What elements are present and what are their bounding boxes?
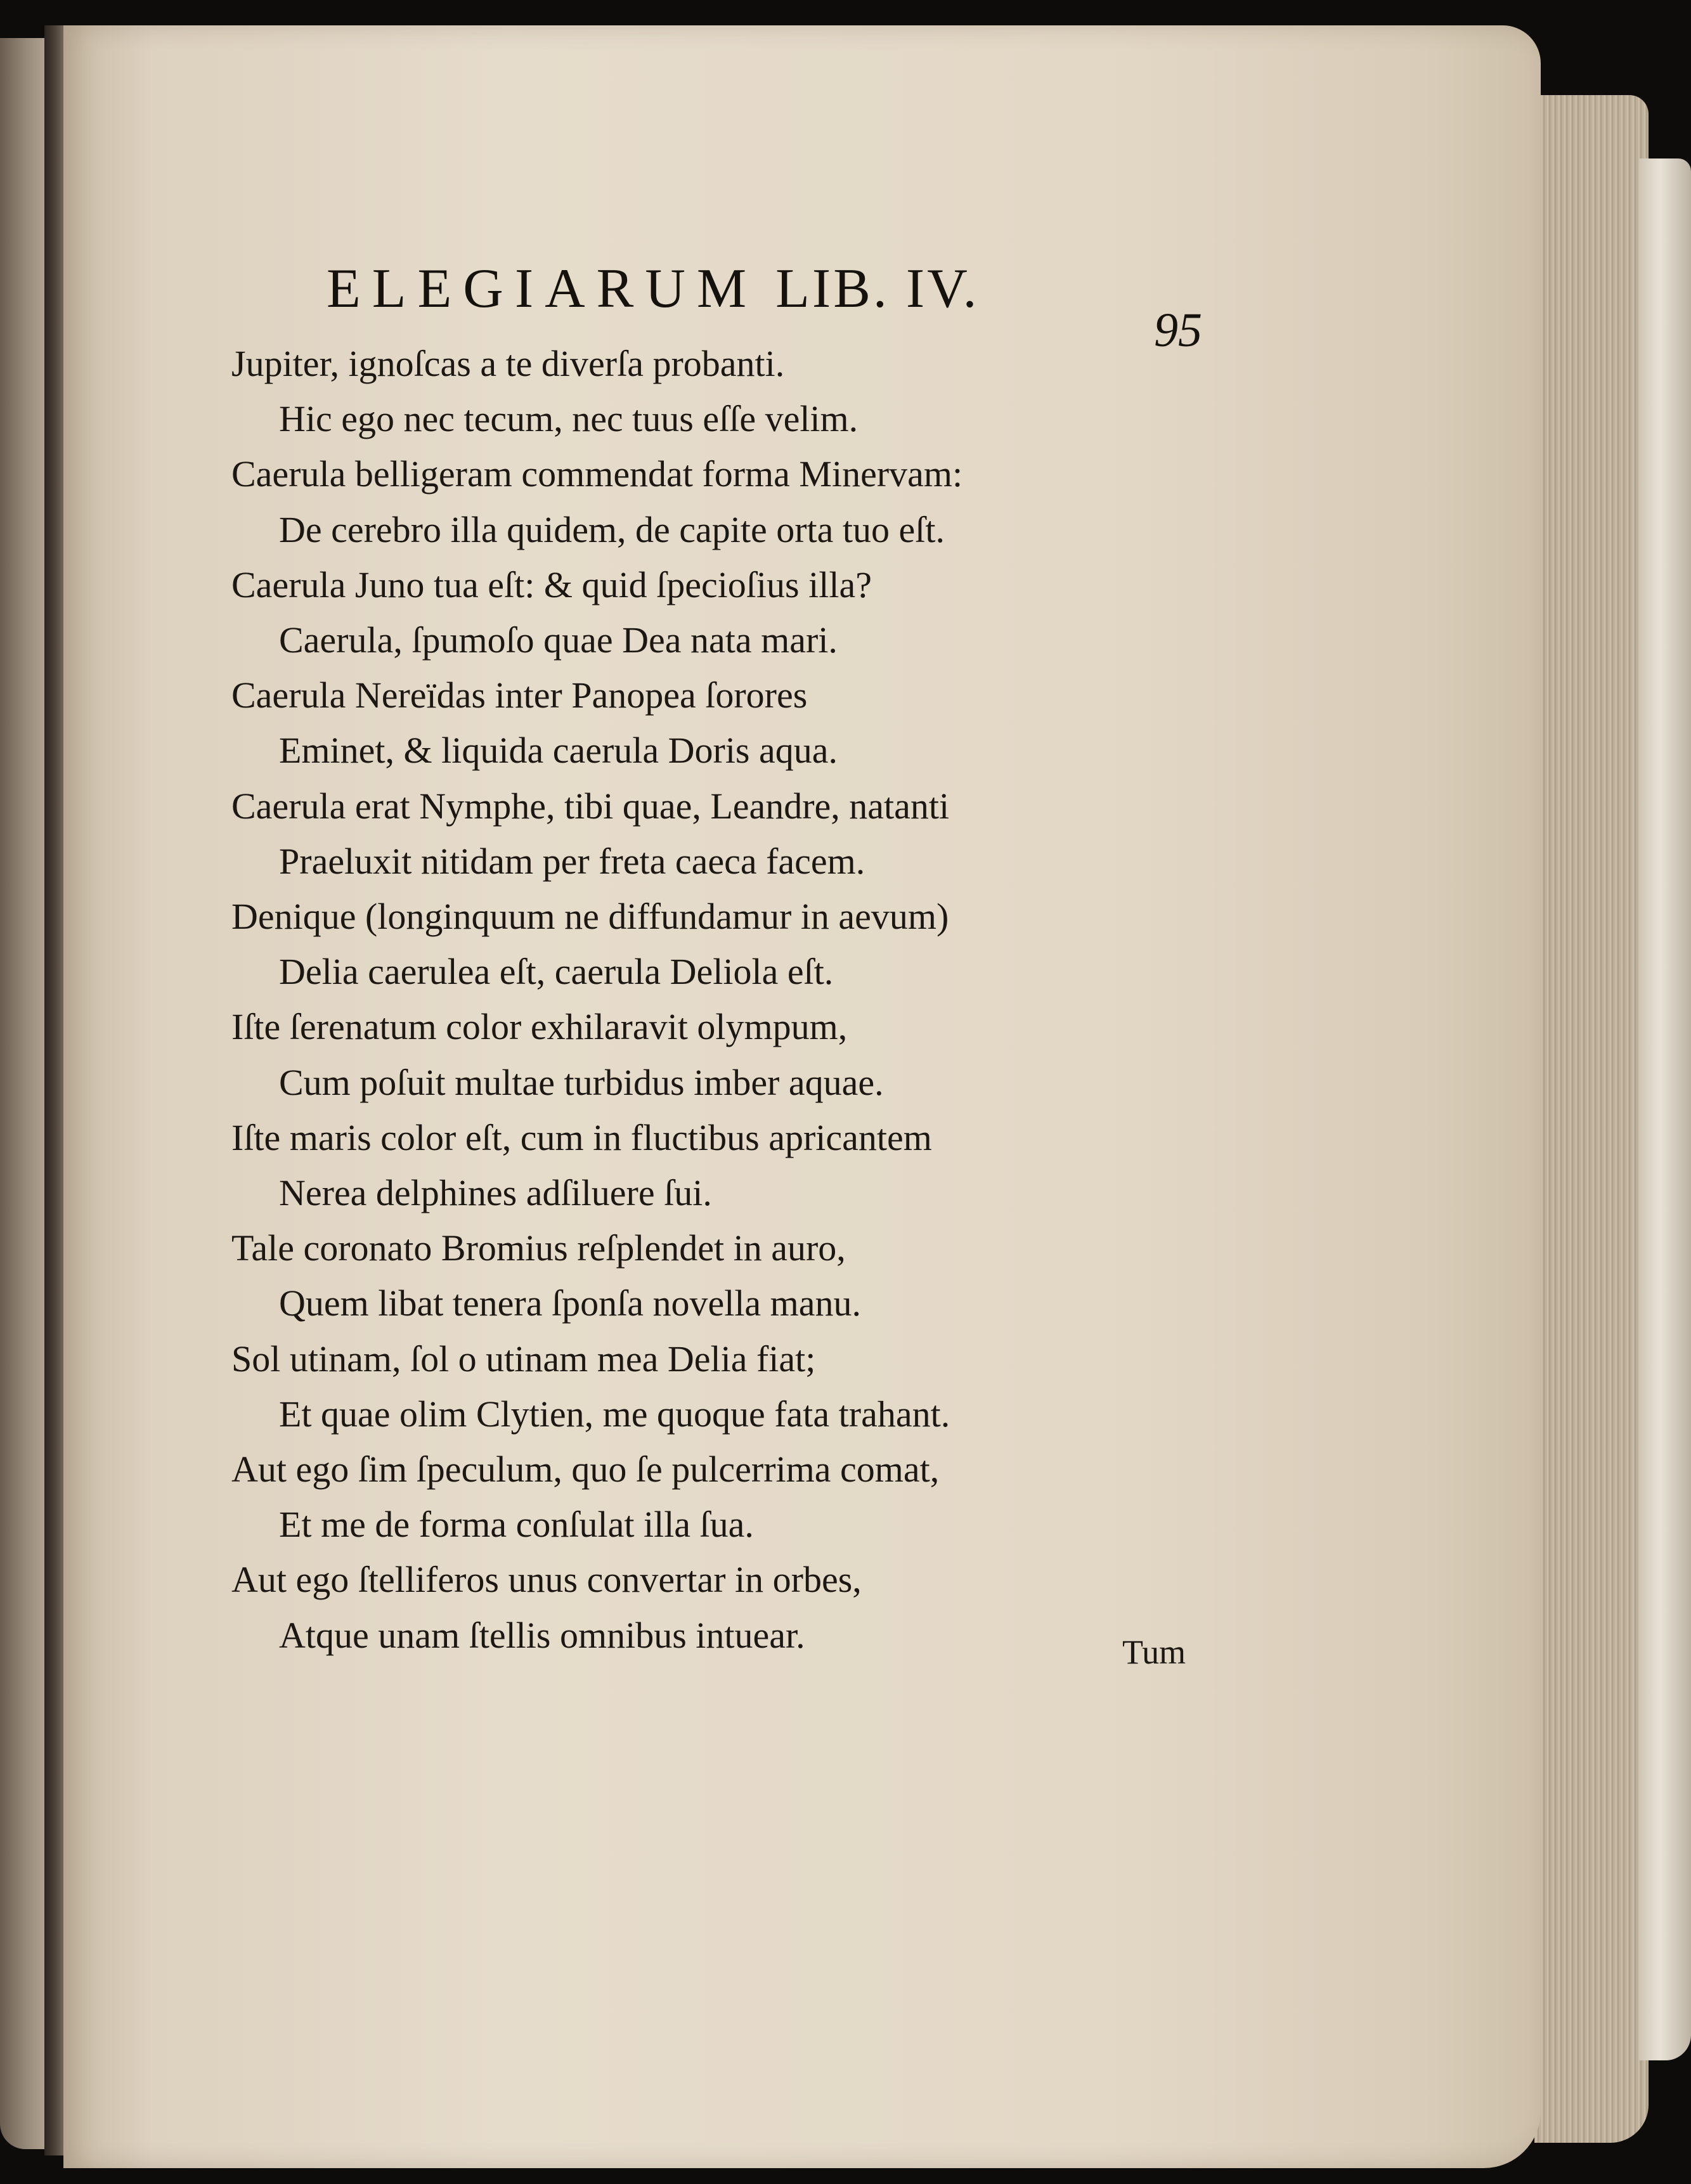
verse-line: Et quae olim Clytien, me quoque fata trahant. xyxy=(279,1393,950,1435)
verse-line: Iſte maris color eſt, cum in fluctibus apricantem xyxy=(231,1116,932,1158)
verse-line: Hic ego nec tecum, nec tuus eſſe velim. xyxy=(279,398,858,440)
verse-line: Caerula, ſpumoſo quae Dea nata mari. xyxy=(279,619,838,661)
verse-line: Caerula belligeram commendat forma Minervam: xyxy=(231,453,963,495)
verse-line: Et me de forma conſulat illa ſua. xyxy=(279,1504,754,1546)
book-number: LIB. IV. xyxy=(775,258,980,320)
verse-line: Jupiter, ignoſcas a te diverſa probanti. xyxy=(231,343,785,384)
verse-line: Sol utinam, ſol o utinam mea Delia fiat; xyxy=(231,1338,816,1380)
verse-line: Atque unam ſtellis omnibus intuear. xyxy=(279,1614,805,1656)
verse-line: Eminet, & liquida caerula Doris aqua. xyxy=(279,730,838,772)
verse-line: Praeluxit nitidam per freta caeca facem. xyxy=(279,840,865,882)
verse-line: Quem libat tenera ſponſa novella manu. xyxy=(279,1283,862,1324)
verse-line: Iſte ſerenatum color exhilaravit olympum, xyxy=(231,1006,848,1048)
binding-edge xyxy=(1639,158,1691,2060)
running-title: ELEGIARUM xyxy=(327,258,758,320)
running-head xyxy=(327,257,979,321)
verse-line: De cerebro illa quidem, de capite orta tuo eſt. xyxy=(279,508,945,550)
verse-line: Caerula Nereïdas inter Panopea ſorores xyxy=(231,675,808,716)
verse-line: Aut ego ſim ſpeculum, quo ſe pulcerrima comat, xyxy=(231,1449,940,1490)
verse-line: Denique (longinquum ne diffundamur in aevum) xyxy=(231,896,949,937)
verse-line: Cum poſuit multae turbidus imber aquae. xyxy=(279,1061,884,1103)
verse-line: Caerula erat Nymphe, tibi quae, Leandre, natanti xyxy=(231,785,950,827)
page-number: 95 xyxy=(1154,304,1202,357)
verse-line: Aut ego ſtelliferos unus convertar in orbes, xyxy=(231,1559,862,1601)
left-facing-page xyxy=(0,38,51,2149)
page-edges xyxy=(1534,95,1649,2143)
verse-line: Delia caerulea eſt, caerula Deliola eſt. xyxy=(279,951,834,993)
catchword: Tum xyxy=(1122,1633,1186,1671)
verse-line: Tale coronato Bromius reſplendet in auro, xyxy=(231,1227,846,1269)
verse-line: Caerula Juno tua eſt: & quid ſpecioſius illa? xyxy=(231,564,872,605)
verse-line: Nerea delphines adſiluere ſui. xyxy=(279,1172,712,1213)
